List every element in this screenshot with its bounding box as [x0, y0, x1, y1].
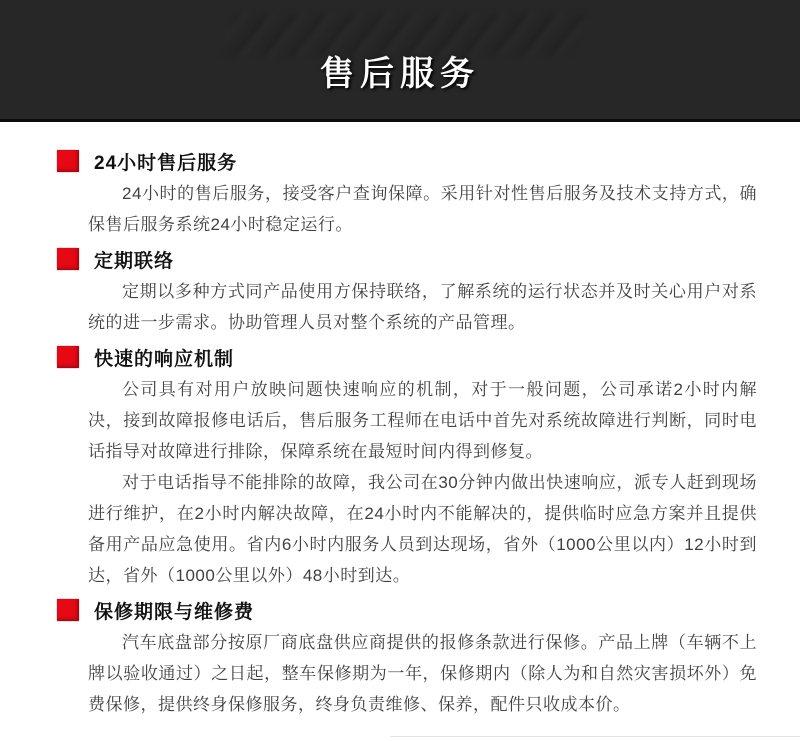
bottom-divider-line	[390, 736, 800, 737]
section-paragraph: 定期以多种方式同产品使用方保持联络，了解系统的运行状态并及时关心用户对系统的进一步需求。协助管理人员对整个系统的产品管理。	[88, 282, 757, 332]
section-paragraph: 汽车底盘部分按原厂商底盘供应商提供的报修条款进行保修。产品上牌（车辆不上牌以验收通过）之日起，整车保修期为一年，保修期内（除人为和自然灾害损坏外）免费保修，提供终身保修服务，终身负责维修、保养，配件只收成本价。	[88, 633, 757, 714]
section-fast-response	[57, 344, 757, 591]
section-heading: 定期联络	[94, 250, 175, 272]
red-square-bullet-icon	[57, 150, 79, 172]
page-header-banner	[0, 0, 800, 122]
section-regular-contact	[57, 246, 757, 338]
section-24h-service-header	[57, 148, 757, 174]
section-regular-contact-header	[57, 246, 757, 272]
after-sales-content	[0, 122, 800, 720]
section-heading: 快速的响应机制	[94, 348, 235, 370]
section-paragraph: 对于电话指导不能排除的故障，我公司在30分钟内做出快速响应，派专人赶到现场进行维护，在2小时内解决故障，在24小时内不能解决的，提供临时应急方案并且提供备用产品应急使用。省内6小时内服务人员到达现场，省外（1000公里以内）12小时到达，省外（1000公里以外）48小时到达。	[88, 473, 757, 585]
section-24h-service	[57, 148, 757, 240]
section-warranty-fees	[57, 597, 757, 720]
section-paragraph: 公司具有对用户放映问题快速响应的机制，对于一般问题，公司承诺2小时内解决，接到故障报修电话后，售后服务工程师在电话中首先对系统故障进行判断，同时电话指导对故障进行排除，保障系统在最短时间内得到修复。	[88, 380, 757, 461]
page-title: 售后服务	[320, 55, 480, 93]
red-square-bullet-icon	[57, 346, 79, 368]
section-heading: 保修期限与维修费	[94, 601, 255, 623]
red-square-bullet-icon	[57, 248, 79, 270]
section-fast-response-header	[57, 344, 757, 370]
red-square-bullet-icon	[57, 599, 79, 621]
section-heading: 24小时售后服务	[94, 152, 238, 174]
watermark-smudge	[221, 14, 585, 56]
section-warranty-fees-header	[57, 597, 757, 623]
section-paragraph: 24小时的售后服务，接受客户查询保障。采用针对性售后服务及技术支持方式，确保售后服务系统24小时稳定运行。	[88, 184, 757, 234]
